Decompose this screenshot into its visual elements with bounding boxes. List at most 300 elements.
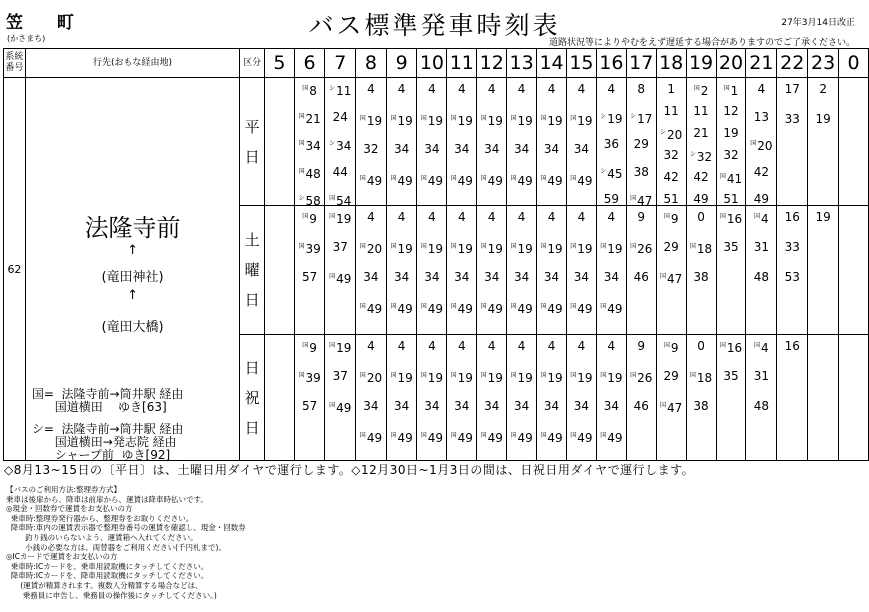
minute-value: 19 [366,114,383,128]
route-mark: シ [329,85,336,92]
hour-header: 9 [386,49,417,78]
minutes-cell [447,78,477,206]
minute-value: 12 [723,104,739,118]
minute-value: 19 [427,242,444,256]
departure-minute [387,300,417,316]
route-mark: 国 [630,372,637,379]
departure-minute [447,240,476,256]
departure-minute [567,210,596,224]
departure-minute [687,104,716,118]
minutes-cell [596,335,626,461]
minute-value: 19 [815,112,831,126]
minutes-cell [386,335,417,461]
departure-minute [417,82,446,96]
usage-line: 降車時:ICカードを、降車用読取機にタッチしてください。 [6,571,209,581]
route-mark: 国 [689,243,696,250]
route-mark: シ [329,140,336,147]
minute-value: 49 [397,431,413,445]
route-legend: 国= 法隆寺前→筒井駅 経由 国道横田 ゆき[63] [31,387,184,414]
route-mark: 国 [298,112,305,120]
minute-value: 47 [667,401,683,415]
minute-value: 49 [577,431,593,445]
route-mark: 国 [302,85,309,92]
minutes-cell [626,335,656,461]
departure-minute [325,339,355,355]
departure-minute [537,399,566,413]
departure-minute [447,142,476,156]
usage-line: (運賃が精算されます。複数人分精算する場合などは、 [6,580,203,590]
minutes-cell [265,78,295,206]
route-mark: シ [298,195,305,202]
minutes-cell [325,78,356,206]
minutes-cell [808,335,839,461]
minute-value: 1 [730,84,739,98]
minute-value: 49 [366,431,383,445]
usage-line: 小銭の必要な方は、両替器をご利用ください(千円札まで)。 [6,542,226,552]
departure-minute [325,270,355,286]
day-type-label [240,335,265,461]
departure-minute [295,110,325,126]
departure-minute [717,126,746,140]
departure-minute [657,82,686,96]
departure-minute [567,112,596,128]
minutes-cell [417,206,447,335]
minutes-cell [716,78,746,206]
departure-minute [387,210,417,224]
departure-minute [325,240,355,254]
stop-reading: (かさまち) [7,34,46,43]
minute-value: 4 [577,210,586,224]
departure-minute [507,142,536,156]
minutes-cell [808,206,839,335]
departure-minute [808,82,838,96]
minute-value: 16 [726,212,743,226]
departure-minute [356,429,386,445]
minute-value: 19 [547,371,563,385]
day-type-label [240,206,265,335]
minute-value: 18 [696,371,713,385]
minute-value: 19 [336,341,352,355]
minute-value: 34 [513,142,530,156]
minute-value: 26 [637,242,653,256]
departure-minute [477,270,506,284]
hour-header: 18 [656,49,686,78]
minute-value: 11 [693,104,709,118]
day-type-char: 土 [244,231,260,249]
minute-value: 9 [637,210,646,224]
departure-minute [537,210,566,224]
departure-minute [537,429,566,445]
minutes-cell [839,206,869,335]
departure-minute [687,240,716,256]
minute-value: 4 [547,82,556,96]
minutes-cell [839,335,869,461]
minute-value: 34 [424,399,440,413]
departure-minute [507,369,536,385]
hour-header: 10 [417,49,447,78]
route-mark: 国 [450,432,457,439]
departure-minute [717,192,746,206]
departure-minute [356,339,386,353]
minute-value: 19 [457,242,473,256]
departure-minute [325,137,355,153]
departure-minute [507,300,536,316]
route-mark: 国 [693,85,700,92]
departure-minute [477,82,506,96]
departure-minute [567,82,596,96]
route-mark: 国 [359,372,366,379]
route-mark: 国 [510,303,517,310]
minute-value: 24 [332,109,348,124]
minute-value: 34 [573,142,590,156]
minute-value: 4 [547,339,556,353]
minute-value: 49 [607,302,623,316]
minutes-cell [566,78,596,206]
departure-minute [597,165,626,181]
minutes-cell [356,335,387,461]
departure-minute [567,399,596,413]
departure-minute [387,142,417,156]
departure-minute [627,210,656,224]
usage-line: 乗務員に申告し、乗務員の操作後にタッチしてください。) [6,590,217,600]
usage-line: 【バスのご利用方法:整理券方式】 [6,485,122,494]
minute-value: 34 [363,399,379,413]
hour-header: 12 [477,49,507,78]
departure-minute [356,112,386,128]
hour-header: 17 [626,49,656,78]
minute-value: 2 [819,82,827,96]
departure-minute [657,369,686,383]
route-mark: 国 [298,243,305,250]
route-mark: 国 [630,243,637,250]
minute-value: 34 [513,270,530,284]
route-mark: 国 [510,175,517,182]
minute-value: 34 [543,399,560,413]
minute-value: 4 [517,339,526,353]
departure-minute [295,399,325,413]
departure-minute [447,172,476,188]
departure-minute [746,165,776,179]
departure-minute [507,172,536,188]
route-mark: 国 [302,342,309,349]
minutes-cell [294,206,325,335]
route-mark: 国 [420,175,427,182]
departure-minute [417,112,446,128]
departure-minute [567,369,596,385]
route-no-header: 系統番号 [4,49,26,78]
usage-line: 釣り銭のいらないよう、運賃箱へ入れてください。 [6,532,198,542]
departure-minute [447,429,476,445]
departure-minute [567,429,596,445]
departure-minute [325,210,355,226]
route-mark: 国 [540,372,547,379]
departure-minute [537,240,566,256]
minute-value: 49 [487,302,503,316]
usage-line: 乗車は後扉から、降車は前扉から、運賃は降車時払いです。 [6,494,208,504]
minute-value: 4 [457,210,466,224]
day-type-char: 日 [244,147,260,166]
minute-value: 19 [607,371,623,385]
minutes-cell [566,206,596,335]
route-mark: 国 [570,303,577,310]
minute-value: 39 [305,242,321,256]
route-mark: シ [600,112,607,120]
departure-minute [657,339,686,355]
minutes-cell [746,335,777,461]
minute-value: 37 [332,240,348,254]
minute-value: 20 [757,139,773,153]
departure-minute [477,240,506,256]
minute-value: 49 [607,431,623,445]
minutes-cell [417,335,447,461]
minute-value: 0 [697,339,705,353]
minute-value: 42 [753,164,769,179]
minute-value: 54 [336,194,352,208]
route-mark: 国 [420,303,427,310]
minute-value: 4 [607,82,616,96]
departure-minute [387,172,417,188]
via-stop: (竜田神社) [101,270,164,285]
minute-value: 49 [577,174,593,188]
departure-minute [627,399,656,413]
departure-minute [295,240,325,256]
departure-minute [567,142,596,156]
minutes-cell [596,78,626,206]
minute-value: 49 [366,302,383,316]
minute-value: 4 [367,339,375,353]
departure-minute [417,369,446,385]
departure-minute [417,172,446,188]
minute-value: 34 [543,142,560,156]
minute-value: 34 [424,270,440,284]
minute-value: 49 [366,174,383,188]
departure-minute [657,192,686,206]
minutes-cell [537,335,567,461]
departure-minute [507,339,536,353]
minute-value: 34 [603,399,619,413]
departure-minute [687,170,716,184]
minute-value: 21 [305,111,321,126]
departure-minute [627,270,656,284]
minute-value: 49 [577,302,593,316]
departure-minute [477,300,506,316]
departure-minute [597,300,626,316]
minute-value: 17 [784,82,800,96]
route-mark: 国 [480,243,487,250]
minute-value: 34 [363,270,379,284]
minute-value: 49 [427,302,444,316]
departure-minute [387,369,417,385]
departure-minute [325,165,355,179]
route-mark: 国 [510,243,517,250]
minute-value: 34 [454,142,470,156]
minute-value: 34 [484,142,500,156]
departure-minute [597,429,626,445]
route-mark: 国 [754,342,761,349]
minutes-cell [356,78,387,206]
minute-value: 34 [393,399,410,413]
route-mark: 国 [450,303,457,310]
minute-value: 32 [663,148,679,162]
minute-value: 19 [517,114,533,128]
minute-value: 4 [607,210,616,224]
minute-value: 19 [487,371,503,385]
departure-minute [295,165,325,181]
destination-cell [25,78,239,461]
departure-minute [746,399,776,413]
minute-value: 4 [517,82,526,96]
departure-minute [417,300,446,316]
minutes-cell [656,335,686,461]
minute-value: 49 [457,431,473,445]
departure-minute [777,339,807,353]
departure-minute [746,82,776,96]
departure-minute [537,369,566,385]
departure-minute [447,112,476,128]
departure-minute [687,192,716,206]
minute-value: 20 [366,371,383,385]
minute-value: 49 [517,302,533,316]
minute-value: 38 [693,399,709,413]
minutes-cell [596,206,626,335]
departure-minute [477,339,506,353]
daytype-header: 区分 [240,49,265,78]
departure-minute [627,165,656,179]
route-mark: 国 [298,167,305,175]
departure-minute [387,112,417,128]
departure-minute [567,172,596,188]
departure-minute [356,369,386,385]
minute-value: 41 [726,172,743,186]
minute-value: 33 [784,240,800,254]
departure-minute [687,126,716,140]
minutes-cell [777,206,808,335]
departure-minute [777,112,807,126]
minute-value: 34 [513,399,530,413]
route-mark: 国 [570,372,577,379]
departure-minute [537,339,566,353]
minute-value: 46 [633,399,649,413]
minutes-cell [325,206,356,335]
route-mark: 国 [719,342,726,349]
route-mark: 国 [600,303,607,310]
departure-minute [657,240,686,254]
departure-minute [356,172,386,188]
minute-value: 19 [517,242,533,256]
route-mark: 国 [570,432,577,439]
route-mark: 国 [302,213,309,220]
departure-minute [295,270,325,284]
route-mark: シ [630,112,637,120]
minute-value: 4 [397,210,406,224]
departure-minute [567,240,596,256]
minute-value: 39 [305,371,321,385]
route-mark: 国 [630,195,637,202]
departure-minute [447,339,476,353]
revision-date: 27年3月14日改正 [781,18,855,28]
departure-minute [746,240,776,254]
minute-value: 19 [517,371,533,385]
minutes-cell [386,78,417,206]
route-mark: 国 [390,303,397,310]
departure-minute [477,369,506,385]
departure-minute [387,339,417,353]
departure-minute [597,210,626,224]
minute-value: 42 [663,170,679,184]
hour-header: 6 [294,49,325,78]
departure-minute [567,300,596,316]
route-mark: 国 [480,175,487,182]
departure-minute [746,137,776,153]
hour-header: 16 [596,49,626,78]
usage-line: 乗車時:整理券発行器から、整理券をお取りください。 [6,513,194,523]
minutes-cell [386,206,417,335]
route-mark: 国 [390,372,397,379]
route-mark: 国 [480,372,487,379]
departure-minute [717,240,746,254]
route-mark: 国 [420,432,427,439]
minute-value: 19 [336,212,352,226]
departure-minute [447,82,476,96]
minutes-cell [477,78,507,206]
minutes-cell [507,335,537,461]
via-stop: (竜田大橋) [101,320,164,335]
route-mark: 国 [390,243,397,250]
minute-value: 34 [393,270,410,284]
departure-minute [537,172,566,188]
departure-minute [687,339,716,353]
minute-value: 17 [637,111,653,126]
departure-minute [567,339,596,353]
departure-minute [477,210,506,224]
route-mark: 国 [329,213,336,220]
departure-minute [627,240,656,256]
minute-value: 33 [784,112,800,126]
minute-value: 51 [663,192,679,206]
hour-header: 5 [265,49,295,78]
day-type-label [240,78,265,206]
minutes-cell [656,78,686,206]
minute-value: 49 [487,174,503,188]
minute-value: 49 [427,174,444,188]
departure-minute [657,170,686,184]
delay-notice: 道路状況等によりやむをえず遅延する場合がありますのでご了承ください。 [548,38,855,48]
route-mark: 国 [329,195,336,202]
minute-value: 4 [757,82,766,96]
minute-value: 9 [309,341,317,355]
departure-minute [627,369,656,385]
departure-minute [657,270,686,286]
departure-minute [627,82,656,96]
minute-value: 19 [607,111,623,126]
route-legend: シ= 法隆寺前→筒井駅 経由 国道横田→発志院 経由 シャープ前 ゆき[92] [31,422,184,462]
minutes-cell [656,206,686,335]
usage-line: 降車時:車内の運賃表示器で整理券番号の運賃を確認し、現金・回数券 [6,523,246,533]
route-mark: 国 [600,432,607,439]
minute-value: 31 [753,240,769,254]
minute-value: 49 [427,431,444,445]
departure-minute [295,82,325,98]
departure-minute [356,142,386,156]
departure-minute [597,399,626,413]
minute-value: 9 [670,212,679,226]
day-type-char: 平 [244,117,260,136]
minute-value: 19 [397,371,413,385]
minutes-cell [294,335,325,461]
hour-header: 11 [447,49,477,78]
minutes-cell [447,335,477,461]
minute-value: 34 [543,270,560,284]
